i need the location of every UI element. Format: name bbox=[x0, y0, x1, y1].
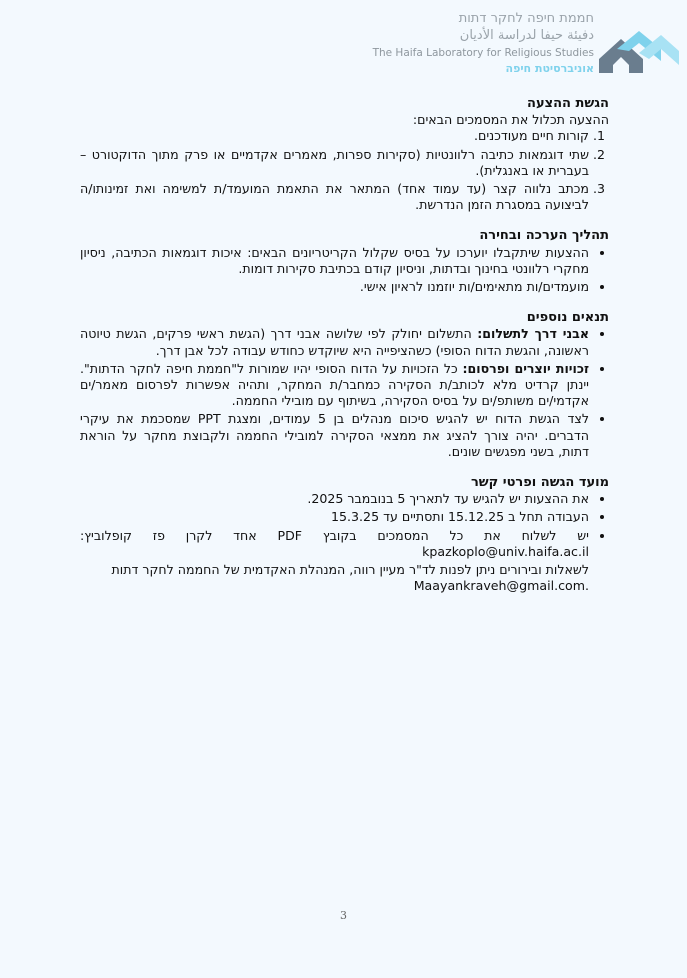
list-item bbox=[80, 326, 589, 358]
evaluation-list bbox=[80, 245, 609, 296]
term-label: אבני דרך לתשלום: bbox=[477, 326, 589, 342]
list-item: • מועמדים/ות מתאימים/ות יוזמנו לראיון אישי. bbox=[80, 279, 589, 295]
list-item: • את ההצעות יש להגיש עד לתאריך 5 בנובמבר 2025. bbox=[80, 491, 589, 507]
terms-list bbox=[80, 326, 609, 460]
list-item: 2. שתי דוגמאות כתיבה רלוונטיות (סקירות ספרות, מאמרים אקדמיים או פרק מתוך הדוקטורט – בעברית או באנגלית). bbox=[80, 147, 589, 179]
term-text: התשלום יחולק לפי שלושה אבני דרך (הגשת ראשי פרקים, הגשת טיוטה ראשונה, והגשת הדוח הסופי) כשהציפייה היא שיוקדש כחודש עבודה לכל אבן דרך. bbox=[80, 326, 589, 358]
lab-name-english: The Haifa Laboratory for Religious Studies bbox=[372, 47, 594, 59]
list-item bbox=[80, 528, 589, 560]
submission-intro: ההצעה תכלול את המסמכים הבאים: bbox=[412, 112, 609, 128]
list-item: • העבודה תחל ב 15.12.25 ותסתיים עד 15.3.25 bbox=[80, 509, 589, 525]
email-link-kpazkoplo[interactable]: kpazkoplo@univ.haifa.ac.il bbox=[422, 543, 589, 559]
section-title-deadline: מועד הגשה ופרטי קשר bbox=[470, 475, 609, 491]
section-title-evaluation: תהליך הערכה ובחירה bbox=[479, 228, 609, 244]
contact-paragraph bbox=[80, 562, 609, 594]
term-label: זכויות יוצרים ופרסום: bbox=[462, 360, 590, 376]
email-link-maayankraveh[interactable]: Maayankraveh@gmail.com. bbox=[413, 578, 589, 594]
contact-text: לשאלות ובירורים ניתן לפנות לד"ר מעיין רווה, המנהלת האקדמית של החממה לחקר דתות bbox=[111, 562, 589, 578]
send-instructions: יש לשלוח את כל המסמכים בקובץ PDF אחד לקרן פז קופלוביץ: bbox=[80, 527, 589, 543]
section-title-terms: תנאים נוספים bbox=[526, 310, 609, 326]
deadline-list bbox=[80, 491, 609, 560]
page-header bbox=[372, 10, 685, 85]
university-name: אוניברסיטת חיפה bbox=[505, 62, 594, 75]
submission-list bbox=[80, 128, 609, 213]
document-body bbox=[80, 96, 609, 594]
list-item: • ההצעות שיתקבלו יוערכו על בסיס שקלול הקריטריונים הבאים: איכות דוגמאות הכתיבה, ניסיון מחקרי רלוונטי בחינוך ובדתות, וניסיון קודם בכתיבת סקירות דומות. bbox=[80, 245, 589, 277]
list-item bbox=[80, 411, 589, 460]
lab-name-arabic: دفيئة حيفا لدراسة الأديان bbox=[459, 28, 594, 43]
section-title-submission: הגשת ההצעה bbox=[527, 96, 609, 111]
haifa-lab-logo-icon bbox=[599, 31, 679, 73]
list-item: 1. קורות חיים מעודכנים. bbox=[80, 128, 589, 144]
term-text: כל הזכויות על הדוח הסופי יהיו שמורות ל"חממת חיפה לחקר הדתות". יינתן קרדיט מלא לכותב/ת הסקירה כמחבר/ת המחקר, ותהיה אפשרות לפרסום מאמר/ים אקדמי/ים משותפ/ים על בסיס הסקירה, בשיתוף עם מובילי החממה. bbox=[80, 360, 589, 409]
term-text: לצד הגשת הדוח יש להגיש סיכום מנהלים בן 5 עמודים, ומצגת PPT שמסכמת את עיקרי הדברים. יהיה צורך להציג את ממצאי הסקירה למובילי החממה ולקבוצת מחקר על הוראת דתות, בשני מפגשים שונים. bbox=[80, 411, 589, 459]
list-item bbox=[80, 361, 589, 410]
logo-text bbox=[373, 10, 594, 77]
list-item: 3. מכתב נלווה קצר (עד עמוד אחד) המתאר את התאמת המועמד/ת למשימה ואת זמינותו/ה לביצועה במסגרת הזמן הנדרשת. bbox=[80, 181, 589, 213]
page-number: 3 bbox=[340, 909, 347, 922]
lab-name-hebrew: חממת חיפה לחקר דתות bbox=[458, 11, 594, 26]
